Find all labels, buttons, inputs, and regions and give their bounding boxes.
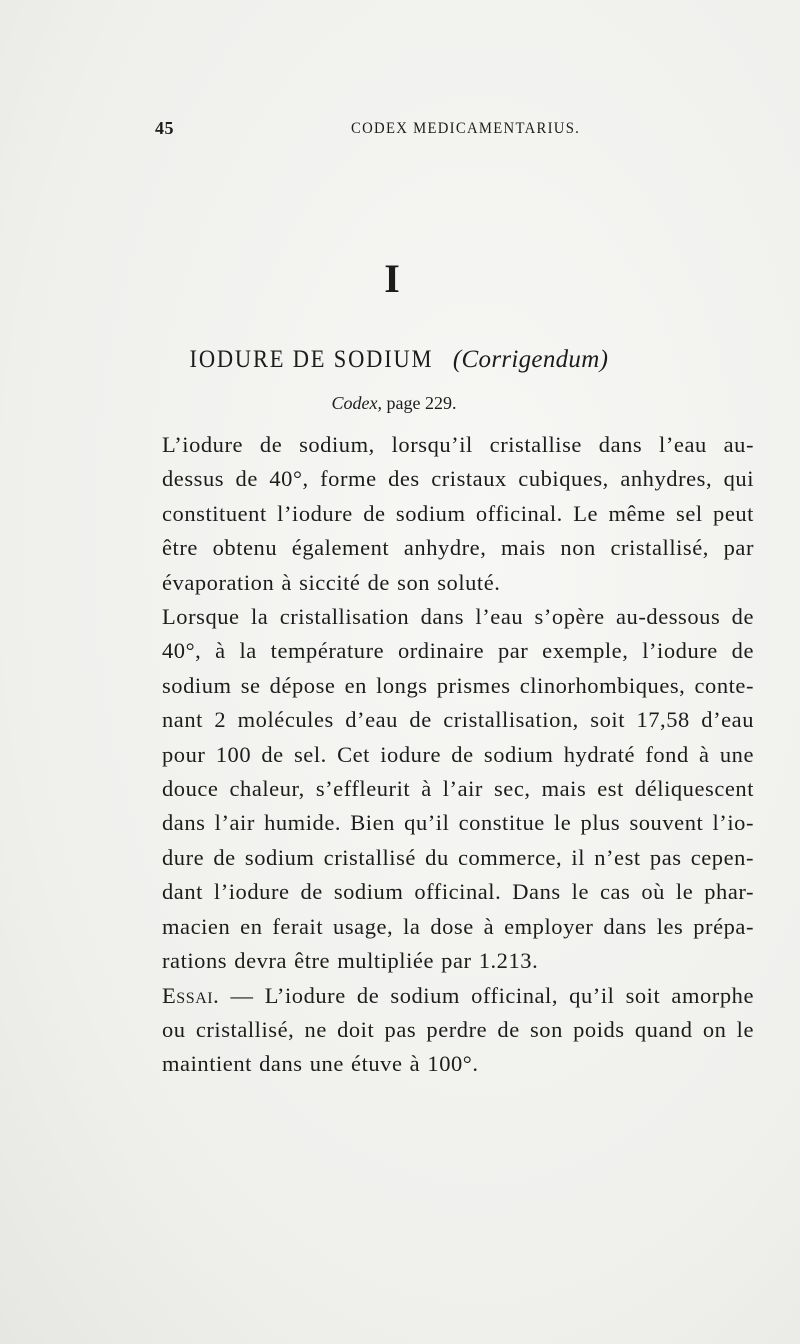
text-line: pour 100 de sel. Cet iodure de sodium hydraté fond à une <box>162 741 754 767</box>
page-number: 45 <box>155 118 174 138</box>
article-title-main: IODURE DE SODIUM <box>189 346 434 373</box>
running-title: CODEX MEDICAMENTARIUS. <box>351 120 581 137</box>
text-line: évaporation à siccité de son soluté. <box>162 569 501 595</box>
text-line: ou cristallisé, ne doit pas perdre de son poids quand on le <box>162 1016 754 1042</box>
text-line: être obtenu également anhydre, mais non cristallisé, par <box>162 535 754 561</box>
text-line: constituent l’iodure de sodium officinal. Le même sel peut <box>162 500 754 526</box>
text-line: 40°, à la température ordinaire par exemple, l’iodure de <box>162 638 754 664</box>
paragraph-2 <box>162 600 754 978</box>
text-line: nant 2 molécules d’eau de cristallisation, soit 17,58 d’eau <box>162 707 754 733</box>
text-line: dans l’air humide. Bien qu’il constitue le plus souvent l’io- <box>162 810 754 836</box>
article-title <box>0 346 792 374</box>
text-line: dessus de 40°, forme des cristaux cubiques, anhydres, qui <box>162 466 754 492</box>
text-line: douce chaleur, s’effleurit à l’air sec, mais est déliquescent <box>162 776 754 802</box>
text-line: dant l’iodure de sodium officinal. Dans le cas où le phar- <box>162 879 754 905</box>
text-line <box>162 979 754 1013</box>
text-line: L’iodure de sodium, lorsqu’il cristallise dans l’eau au- <box>162 432 754 457</box>
article-title-correction: (Corrigendum) <box>452 346 609 373</box>
section-numeral: I <box>384 256 400 301</box>
text-line: dure de sodium cristallisé du commerce, il n’est pas cepen- <box>162 844 754 870</box>
text-line: sodium se dépose en longs prismes clinorhombiques, conte- <box>162 672 754 698</box>
paragraph-1 <box>162 428 754 600</box>
text-line: maintient dans une étuve à 100°. <box>162 1051 479 1077</box>
essai-label: Essai. <box>162 982 220 1008</box>
text-line: rations devra être multipliée par 1.213. <box>162 948 539 974</box>
paragraph-3 <box>162 979 754 1082</box>
text-line: macien en ferait usage, la dose à employer dans les prépa- <box>162 913 754 939</box>
reference-work: Codex, <box>331 393 382 413</box>
essai-first-line: — L’iodure de sodium officinal, qu’il soit amorphe <box>219 982 754 1008</box>
article-reference <box>0 393 794 414</box>
reference-page: page 229. <box>386 393 457 413</box>
text-line: Lorsque la cristallisation dans l’eau s’opère au-dessous de <box>162 604 754 630</box>
running-header <box>155 118 755 142</box>
body-text <box>162 428 754 1082</box>
